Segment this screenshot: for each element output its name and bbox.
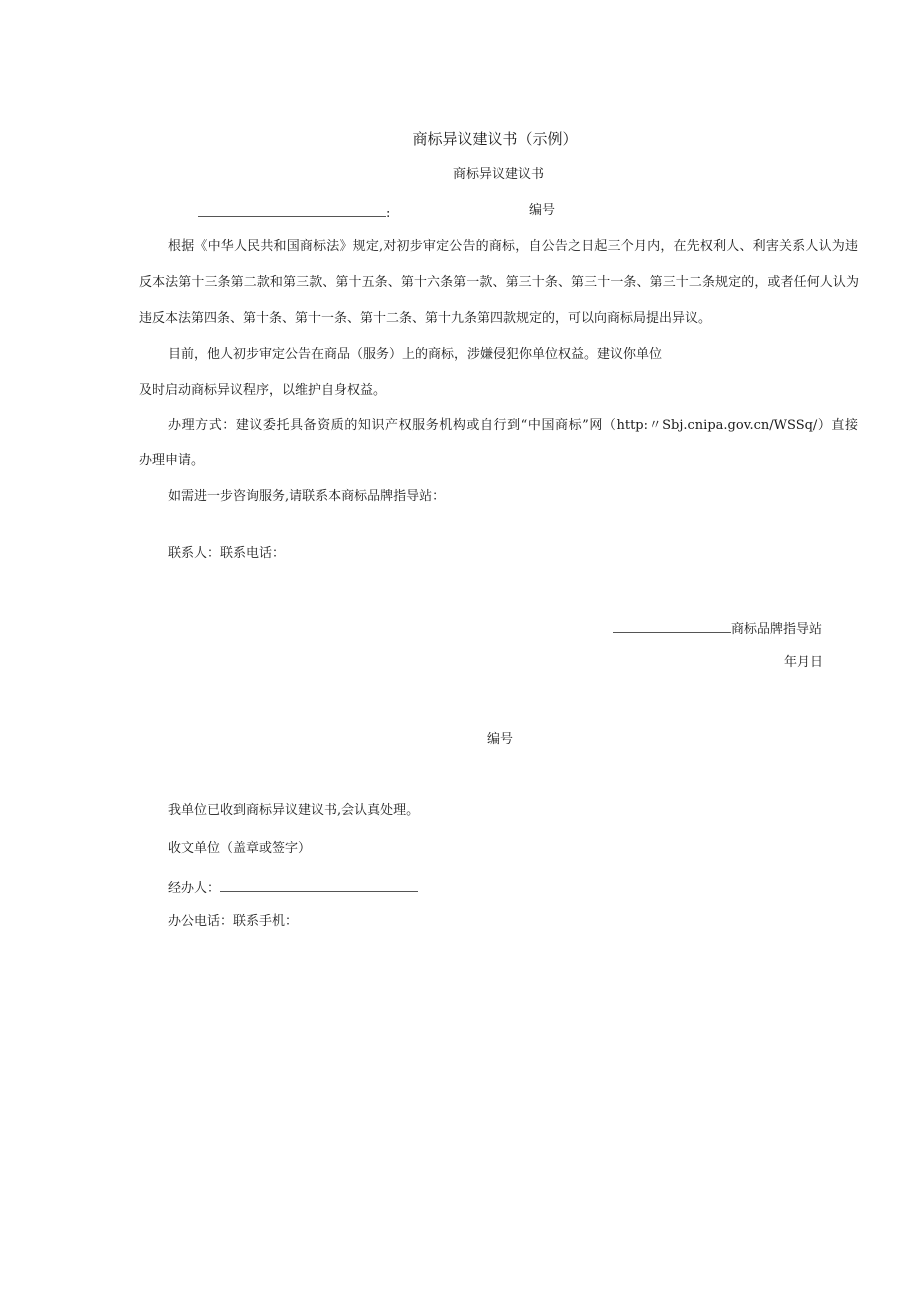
paragraph-line: 办理方式：建议委托具备资质的知识产权服务机构或自行到“中国商标”网（http:〃Sbj.cnipa.gov.cn/WSSq/）直接	[168, 418, 858, 433]
paragraph-line: 根据《中华人民共和国商标法》规定,对初步审定公告的商标，自公告之日起三个月内，在先权利人、利害关系人认为违	[168, 239, 858, 254]
station-signature	[613, 618, 822, 639]
handler-label: 经办人：	[168, 881, 221, 896]
receipt-number-label: 编号	[487, 732, 514, 747]
paragraph-line: 办理申请。	[139, 453, 205, 468]
document-subtitle: 商标异议建议书	[453, 167, 545, 182]
station-blank	[613, 618, 731, 633]
header-number-label: 编号	[529, 203, 556, 218]
header-colon: :	[386, 206, 391, 221]
handler-blank	[220, 877, 418, 892]
paragraph-line: 及时启动商标异议程序，以维护自身权益。	[139, 383, 387, 398]
phone-line: 办公电话：联系手机：	[168, 914, 299, 929]
handler-row	[168, 877, 418, 898]
paragraph-line: 违反本法第四条、第十条、第十一条、第十二条、第十九条第四款规定的，可以向商标局提出异议。	[139, 311, 712, 326]
paragraph-line: 目前，他人初步审定公告在商品（服务）上的商标，涉嫌侵犯你单位权益。建议你单位	[168, 347, 663, 362]
contact-line: 联系人：联系电话：	[168, 546, 286, 561]
paragraph-line: 反本法第十三条第二款和第三款、第十五条、第十六条第一款、第三十条、第三十一条、第三十二条规定的，或者任何人认为	[139, 275, 859, 290]
document-title: 商标异议建议书（示例）	[412, 130, 578, 148]
recipient-blank	[198, 202, 386, 217]
receiver-unit: 收文单位（盖章或签字）	[168, 841, 312, 856]
station-label: 商标品牌指导站	[731, 622, 823, 637]
date-line: 年月日	[784, 655, 824, 670]
receipt-confirmation: 我单位已收到商标异议建议书,会认真处理。	[168, 803, 420, 818]
paragraph-line: 如需进一步咨询服务,请联系本商标品牌指导站：	[168, 489, 446, 504]
header-line-row	[198, 202, 390, 223]
